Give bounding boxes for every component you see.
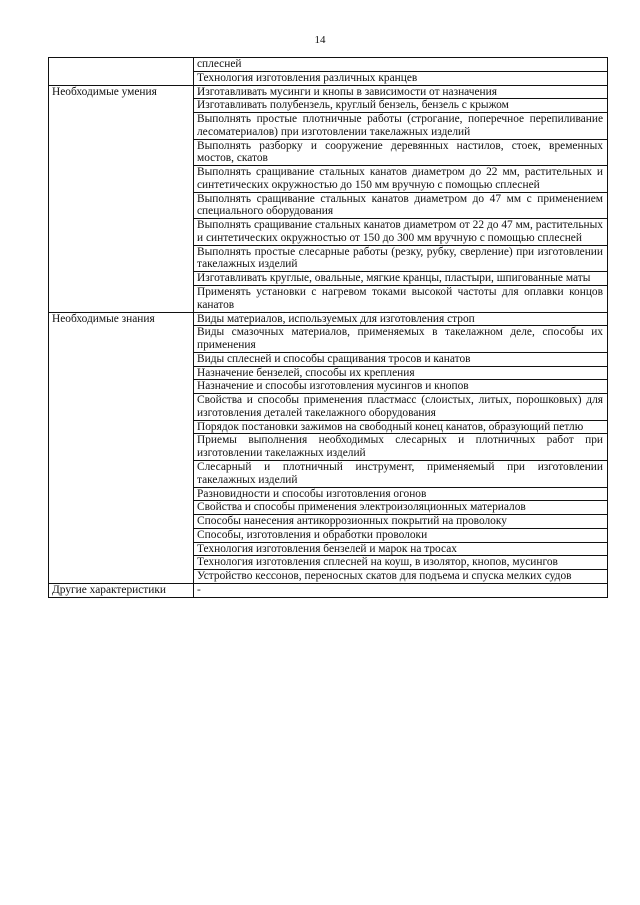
- page-number: 14: [314, 34, 326, 46]
- table-cell: Технология изготовления бензелей и марок на тросах: [194, 542, 608, 556]
- table-cell: Изготавливать круглые, овальные, мягкие кранцы, пластыри, шпигованные маты: [194, 272, 608, 286]
- table-cell: Устройство кессонов, переносных скатов для подъема и спуска мелких судов: [194, 570, 608, 584]
- characteristics-table: [48, 57, 608, 598]
- table-cell: Выполнять сращивание стальных канатов диаметром до 47 мм с применением специального оборудования: [194, 192, 608, 219]
- table-cell: Изготавливать полубензель, круглый бензель, бензель с крыжом: [194, 99, 608, 113]
- table-row: [49, 583, 608, 597]
- table-cell: Свойства и способы применения электроизоляционных материалов: [194, 501, 608, 515]
- section-label: [49, 58, 194, 86]
- table-cell: Назначение и способы изготовления мусингов и кнопов: [194, 380, 608, 394]
- table-cell: Слесарный и плотничный инструмент, применяемый при изготовлении такелажных изделий: [194, 460, 608, 487]
- table-cell: Виды сплесней и способы сращивания тросов и канатов: [194, 352, 608, 366]
- table-row: [49, 85, 608, 99]
- table-cell: Приемы выполнения необходимых слесарных и плотничных работ при изготовлении такелажных изделий: [194, 434, 608, 461]
- table-cell: Технология изготовления сплесней на коуш, в изолятор, кнопов, мусингов: [194, 556, 608, 570]
- table-cell: Выполнять сращивание стальных канатов диаметром от 22 до 47 мм, растительных и синтетических окружностью от 150 до 300 мм вручную с помощью сплесней: [194, 219, 608, 246]
- table-row: [49, 58, 608, 72]
- table-cell: сплесней: [194, 58, 608, 72]
- table-cell: Выполнять простые слесарные работы (резку, рубку, сверление) при изготовлении такелажных изделий: [194, 245, 608, 272]
- table-cell: Виды материалов, используемых для изготовления строп: [194, 312, 608, 326]
- table-cell: Выполнять разборку и сооружение деревянных настилов, стоек, временных мостов, скатов: [194, 139, 608, 166]
- section-label: Другие характеристики: [49, 583, 194, 597]
- table-cell: Выполнять сращивание стальных канатов диаметром до 22 мм, растительных и синтетических окружностью до 150 мм вручную с помощью сплесней: [194, 166, 608, 193]
- table-row: [49, 312, 608, 326]
- section-label: Необходимые умения: [49, 85, 194, 312]
- table-cell: Применять установки с нагревом токами высокой частоты для оплавки концов канатов: [194, 286, 608, 313]
- table-cell: Порядок постановки зажимов на свободный конец канатов, образующий петлю: [194, 420, 608, 434]
- table-cell: Выполнять простые плотничные работы (строгание, поперечное перепиливание лесоматериалов) при изготовлении такелажных изделий: [194, 113, 608, 140]
- table-cell: -: [194, 583, 608, 597]
- table-cell: Способы, изготовления и обработки проволоки: [194, 528, 608, 542]
- table-cell: Способы нанесения антикоррозионных покрытий на проволоку: [194, 515, 608, 529]
- table-cell: Виды смазочных материалов, применяемых в такелажном деле, способы их применения: [194, 326, 608, 353]
- section-label: Необходимые знания: [49, 312, 194, 583]
- table-cell: Назначение бензелей, способы их крепления: [194, 366, 608, 380]
- table-cell: Свойства и способы применения пластмасс (слоистых, литых, порошковых) для изготовления деталей такелажного оборудования: [194, 394, 608, 421]
- table-cell: Разновидности и способы изготовления огонов: [194, 487, 608, 501]
- table-cell: Изготавливать мусинги и кнопы в зависимости от назначения: [194, 85, 608, 99]
- table-cell: Технология изготовления различных кранцев: [194, 71, 608, 85]
